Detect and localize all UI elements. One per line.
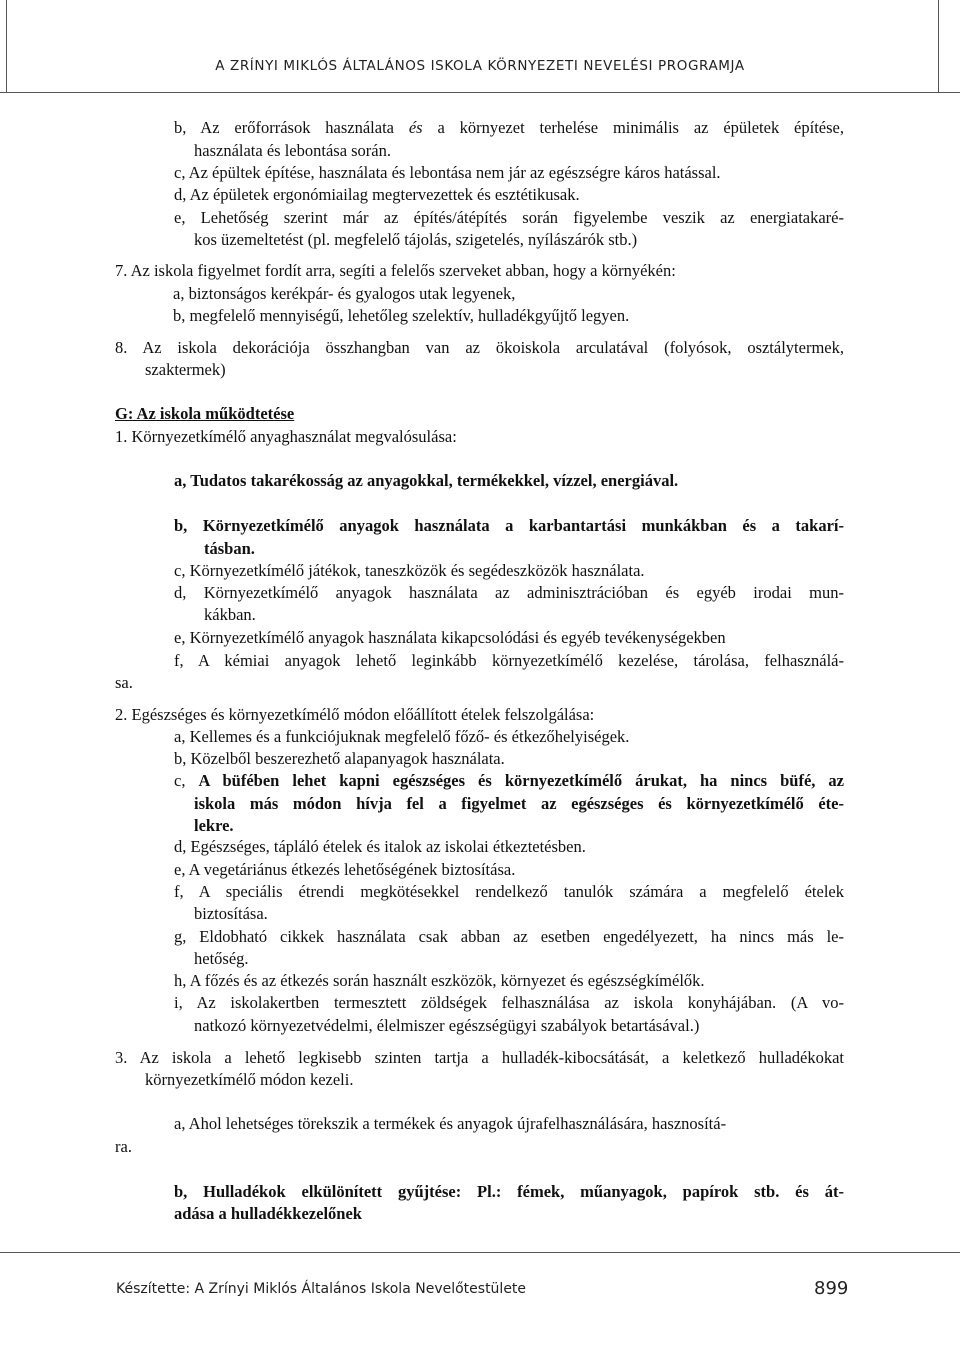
text-line: natkozó környezetvédelmi, élelmiszer egészségügyi szabályok betartásával.): [194, 1016, 700, 1035]
text-line: d, Egészséges, tápláló ételek és italok az iskolai étkeztetésben.: [174, 837, 586, 856]
page-header-title: A ZRÍNYI MIKLÓS ÁLTALÁNOS ISKOLA KÖRNYEZETI NEVELÉSI PROGRAMJA: [215, 58, 745, 74]
text-line: c, Környezetkímélő játékok, taneszközök és segédeszközök használata.: [174, 561, 645, 580]
text-line: i, Az iskolakertben termesztett zöldségek felhasználása az iskola konyhájában. (A vo-: [174, 993, 844, 1012]
text-line: 8. Az iskola dekorációja összhangban van az ökoiskola arculatával (folyósok, osztálytermek,: [115, 338, 844, 357]
text-line: b, megfelelő mennyiségű, lehetőleg szelektív, hulladékgyűjtő legyen.: [173, 306, 630, 325]
text-line: kos üzemeltetést (pl. megfelelő tájolás, szigetelés, nyílászárók stb.): [194, 230, 638, 249]
text-line: f, A speciális étrendi megkötésekkel rendelkező tanulók számára a megfelelő ételek: [174, 882, 844, 901]
text-line: c, Az épültek építése, használata és lebontása nem jár az egészségre káros hatással.: [174, 163, 721, 182]
text-line: b, Az erőforrások használata és a környezet terhelése minimális az épületek építése,: [174, 118, 844, 137]
text-line: e, Lehetőség szerint már az építés/átépítés során figyelembe veszik az energiatakaré-: [174, 208, 844, 227]
text-line: kákban.: [204, 605, 256, 624]
text-line: szaktermek): [145, 360, 226, 379]
section-heading: G: Az iskola működtetése: [115, 404, 295, 423]
text-line: e, Környezetkímélő anyagok használata kikapcsolódási és egyéb tevékenységekben: [174, 628, 726, 647]
text-line: d, Az épületek ergonómiailag megtervezettek és esztétikusak.: [174, 185, 580, 204]
page-footer-text: Készítette: A Zrínyi Miklós Általános Iskola Nevelőtestülete: [116, 1281, 527, 1297]
text-line: a, biztonságos kerékpár- és gyalogos utak legyenek,: [173, 284, 516, 303]
text-line: b, Közelből beszerezhető alapanyagok használata.: [174, 749, 505, 768]
text-line: adása a hulladékkezelőnek: [174, 1204, 362, 1223]
text-line: használata és lebontása során.: [194, 141, 392, 160]
text-line: 3. Az iskola a lehető legkisebb szinten tartja a hulladék-kibocsátását, a keletkező hulladékokat: [115, 1048, 844, 1067]
text-line: a, Kellemes és a funkciójuknak megfelelő főző- és étkezőhelyiségek.: [174, 727, 630, 746]
text-line: a, Ahol lehetséges törekszik a termékek és anyagok újrafelhasználására, hasznosítá-: [174, 1114, 727, 1133]
footer-rule: [0, 1252, 960, 1253]
header-right-vline: [938, 0, 939, 92]
text-line: b, Környezetkímélő anyagok használata a karbantartási munkákban és a takarí-: [174, 516, 844, 535]
page-number: 899: [814, 1278, 849, 1299]
text-line: b, Hulladékok elkülönített gyűjtése: Pl.: fémek, műanyagok, papírok stb. és át-: [174, 1182, 844, 1201]
header-left-vline: [6, 0, 7, 92]
text-line: 1. Környezetkímélő anyaghasználat megvalósulása:: [115, 427, 457, 446]
text-line: c, A büfében lehet kapni egészséges és környezetkímélő árukat, ha nincs büfé, az: [174, 771, 844, 790]
text-line: sa.: [115, 673, 133, 692]
text-line: d, Környezetkímélő anyagok használata az adminisztrációban és egyéb irodai mun-: [174, 583, 844, 602]
text-line: h, A főzés és az étkezés során használt eszközök, környezet és egészségkímélők.: [174, 971, 705, 990]
text-line: hetőség.: [194, 949, 249, 968]
text-line: e, A vegetáriánus étkezés lehetőségének biztosítása.: [174, 860, 516, 879]
text-line: lekre.: [194, 816, 234, 835]
text-line: 2. Egészséges és környezetkímélő módon előállított ételek felszolgálása:: [115, 705, 595, 724]
text-line: ra.: [115, 1137, 132, 1156]
text-line: 7. Az iskola figyelmet fordít arra, segíti a felelős szerveket abban, hogy a környékén:: [115, 261, 676, 280]
text-line: iskola más módon hívja fel a figyelmet az egészséges és környezetkímélő éte-: [194, 794, 844, 813]
header-rule: [0, 92, 960, 93]
text-line: a, Tudatos takarékosság az anyagokkal, termékekkel, vízzel, energiával.: [174, 471, 679, 490]
text-line: f, A kémiai anyagok lehető leginkább környezetkímélő kezelése, tárolása, felhasználá-: [174, 651, 844, 670]
text-line: tásban.: [204, 539, 255, 558]
text-line: környezetkímélő módon kezeli.: [145, 1070, 354, 1089]
text-line: biztosítása.: [194, 904, 268, 923]
text-line: g, Eldobható cikkek használata csak abban az esetben engedélyezett, ha nincs más le-: [174, 927, 844, 946]
